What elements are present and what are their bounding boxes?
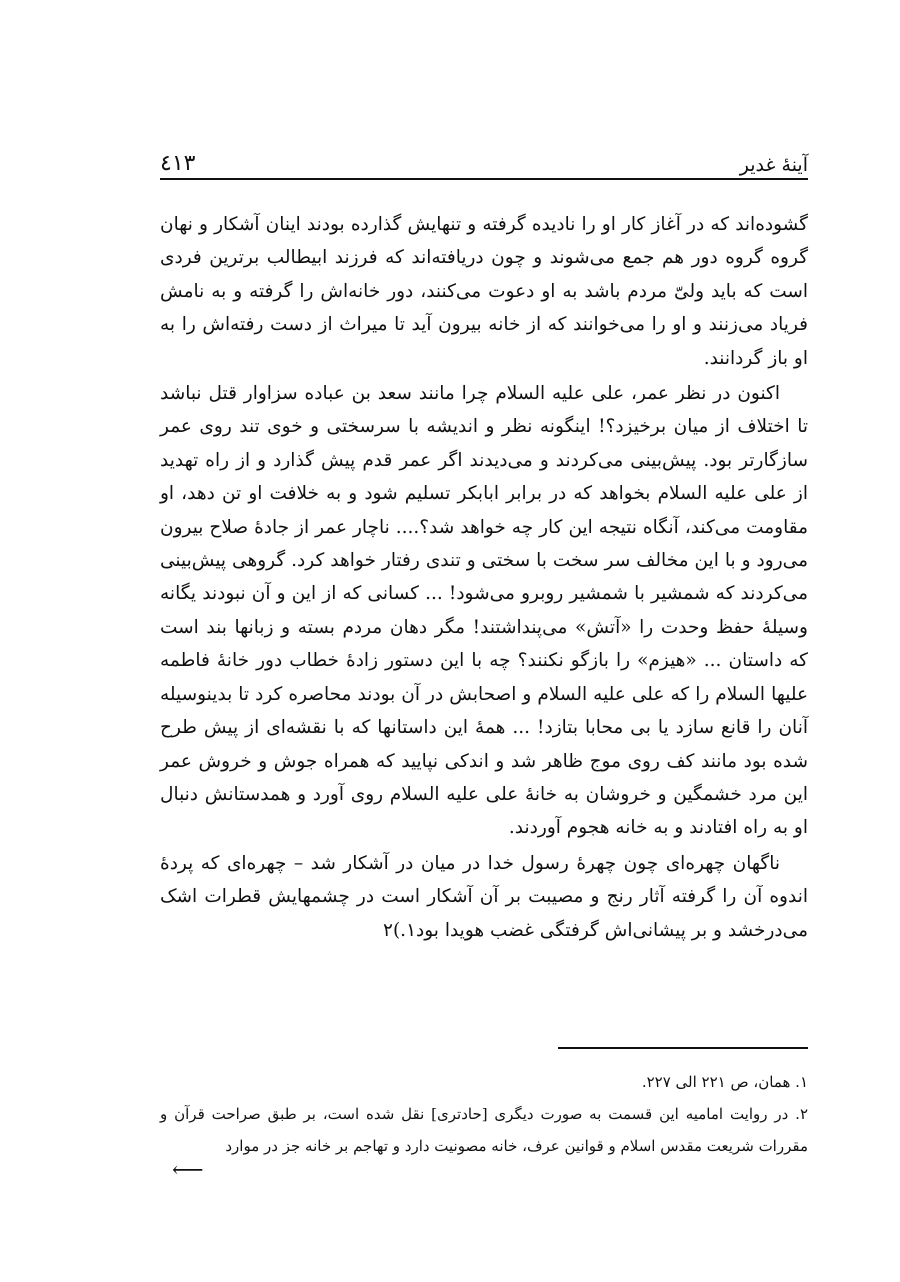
- footnote-1: ۱. همان، ص ۲۲۱ الی ۲۲۷.: [641, 1073, 808, 1091]
- page-header: [160, 140, 808, 176]
- paragraph-1: گشوده‌اند که در آغاز کار او را نادیده گرفته و تنهایش گذارده بودند اینان آشکار و نهان گروه گروه دور هم جمع می‌شوند و چون دریافته‌اند که فرزند ابیطالب برترین فردی است که باید ولیّ مردم باشد به او دعوت می‌کنند، دور خانه‌اش را گرفته و به نامش فریاد می‌زنند و او را می‌خوانند که از خانه بیرون آید تا میراث از دست رفته‌اش را به او باز گردانند.: [160, 214, 808, 369]
- footnote-2: ۲. در روایت امامیه این قسمت به صورت دیگری [حادتری] نقل شده است، بر طبق صراحت قرآن و مقررات شریعت مقدس اسلام و قوانین عرف، خانه مصونیت دارد و تهاجم بر خانه جز در موارد: [160, 1105, 808, 1155]
- page-number: ٤١٣: [160, 151, 196, 176]
- footnote-rule: [558, 1047, 808, 1049]
- paragraph-3: ناگهان چهره‌ای چون چهرهٔ رسول خدا در میان در آشکار شد – چهره‌ای که پردهٔ اندوه آن را گرفته آثار رنج و مصیبت بر آن آشکار است در چشمهایش قطرات اشک می‌درخشد و بر پیشانی‌اش گرفتگی غضب هویدا بود۱.)۲: [160, 852, 808, 941]
- footnotes: [160, 1066, 808, 1162]
- running-title: آینهٔ غدیر: [739, 154, 808, 176]
- continue-arrow-icon: ⟵: [172, 1158, 204, 1183]
- header-rule: [160, 178, 808, 180]
- body-text: [160, 208, 808, 947]
- paragraph-2: اکنون در نظر عمر، علی علیه السلام چرا مانند سعد بن عباده سزاوار قتل نباشد تا اختلاف از میان برخیزد؟! اینگونه نظر و اندیشه با سرسختی و خوی تند روی عمر سازگارتر بود. پیش‌بینی می‌کردند و می‌دیدند اگر عمر قدم پیش گذارد و از راه تهدید از علی علیه السلام بخواهد که در برابر ابابکر تسلیم شود و به خلافت او تن دهد، او مقاومت می‌کند، آنگاه نتیجه این کار چه خواهد شد؟.... ناچار عمر از جادهٔ صلاح بیرون می‌رود و با این مخالف سر سخت با سختی و تندی رفتار خواهد کرد. گروهی پیش‌بینی می‌کردند که شمشیر با شمشیر روبرو می‌شود! ... کسانی که از این و آن نبودند یگانه وسیلهٔ حفظ وحدت را «آتش» می‌پنداشتند! مگر دهان مردم بسته و زبانها بند است که داستان ... «هیزم» را بازگو نکنند؟ چه با این دستور زادهٔ خطاب دور خانهٔ فاطمه علیها السلام را که علی علیه السلام و اصحابش در آن بودند محاصره کرد تا بدینوسیله آنان را قانع سازد یا بی محابا بتازد! ... همهٔ این داستانها که با نقشه‌ای از پیش طرح شده بود مانند کف روی موج ظاهر شد و اندکی نپایید که همراه جوش و خروش عمر این مرد خشمگین و خروشان به خانهٔ علی علیه السلام روی آورد و همدستانش دنبال او به راه افتادند و به خانه هجوم آوردند.: [160, 383, 808, 839]
